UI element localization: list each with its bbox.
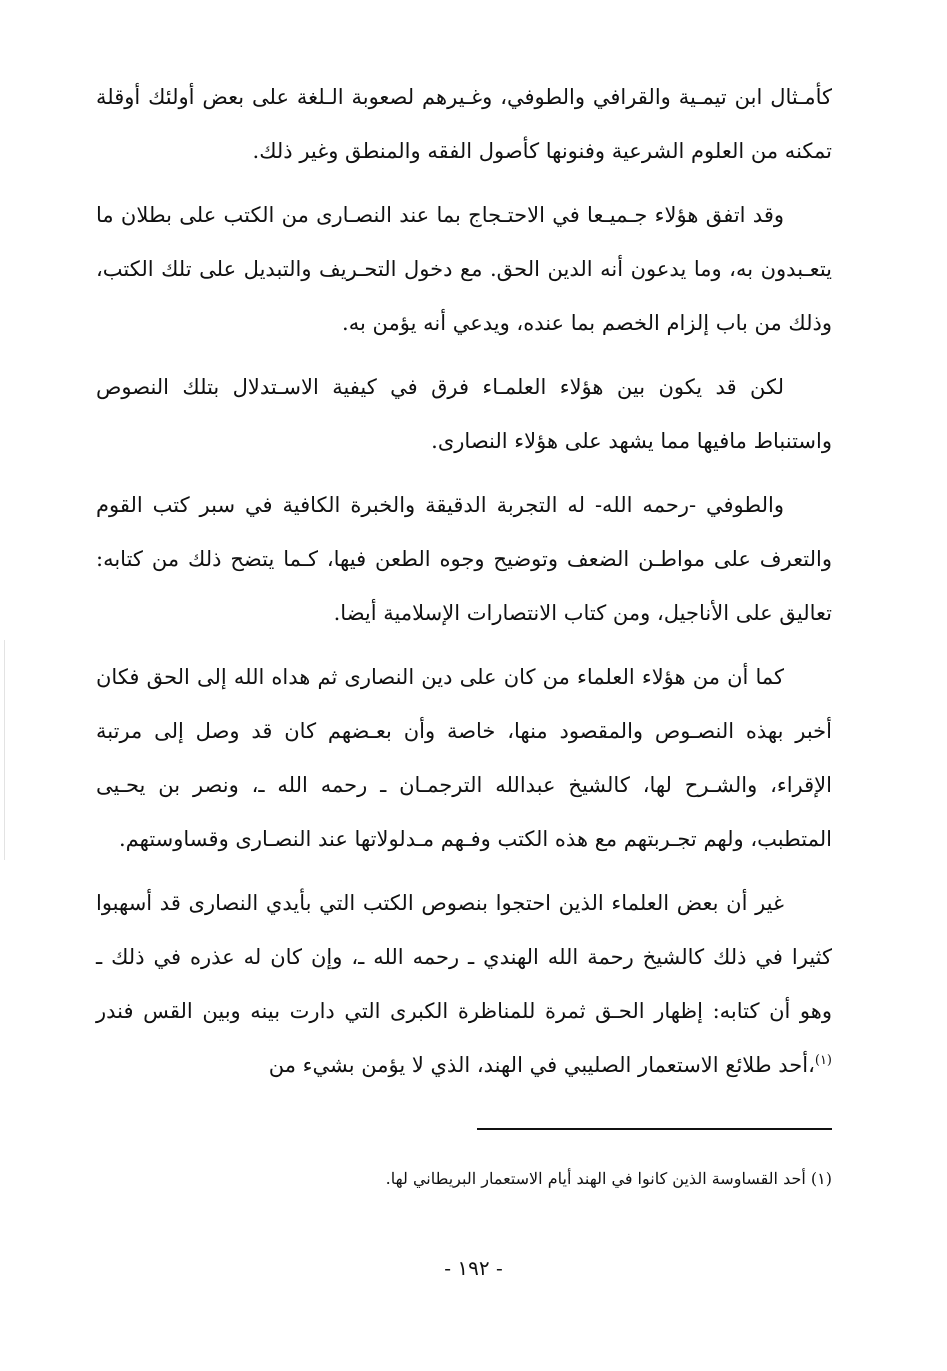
paragraph-6-text: غير أن بعض العلماء الذين احتجوا بنصوص الكتب التي بأيدي النصارى قد أسهبوا كثيرا في ذلك كالشيخ رحمة الله الهندي ـ رحمه الله ـ، وإن كان له عذره في ذلك ـ وهو أن كتابه: إظهار الحـق ثمرة للمناظرة الكبرى التي دارت بينه وبين القس فندر <box>96 891 832 1023</box>
paragraph-2: وقد اتفق هؤلاء جـميـعا في الاحتـجاج بما عند النصـارى من الكتب على بطلان ما يتعـبدون به، وما يدعون أنه الدين الحق. مع دخول التحـريف والتبديل على تلك الكتب، وذلك من باب إلزام الخصم بما عنده، ويدعي أنه يؤمن به. <box>96 203 832 335</box>
paragraph-3: لكن قد يكون بين هؤلاء العلمـاء فرق في كيفية الاسـتدلال بتلك النصوص واستنباط مافيها مما يشهد على هؤلاء النصارى. <box>96 375 832 453</box>
paragraph-4: والطوفي -رحمه الله- له التجربة الدقيقة والخبرة الكافية في سبر كتب القوم والتعرف على مواطـن الضعف وتوضيح وجوه الطعن فيها، كـما يتضح ذلك من كتابه: تعاليق على الأناجيل، ومن كتاب الانتصارات الإسلامية أيضا. <box>96 493 832 625</box>
paragraph-5: كما أن من هؤلاء العلماء من كان على دين النصارى ثم هداه الله إلى الحق فكان أخبر بهذه النصـوص والمقصود منها، خاصة وأن بعـضهم كان قد وصل إلى مرتبة الإقراء، والشـرح لها، كالشيخ عبدالله الترجمـان ـ رحمه الله ـ، ونصر بن يحـيى المتطبب، ولهم تجـربتهم مع هذه الكتب وفـهم مـدلولاتها عند النصـارى وقساوستهم. <box>96 665 832 851</box>
footnote: (١) أحد القساوسة الذين كانوا في الهند أيام الاستعمار البريطاني لها. <box>385 1169 832 1188</box>
footnote-separator <box>477 1128 832 1130</box>
page-number: - ١٩٢ - <box>444 1256 503 1280</box>
paragraph-6-continuation: ،أحد طلائع الاستعمار الصليبي في الهند، الذي لا يؤمن بشيء من <box>268 1053 815 1077</box>
scan-edge-mark <box>4 640 5 860</box>
paragraph-1: كأمـثال ابن تيمـية والقرافي والطوفي، وغـيرهم لصعوبة الـلغة على بعض أولئك أوقلة تمكنه من العلوم الشرعية وفنونها كأصول الفقه والمنطق وغير ذلك. <box>96 85 832 163</box>
paragraph-6 <box>96 876 832 1092</box>
main-text <box>96 70 832 1102</box>
footnote-reference: (١) <box>814 1053 832 1068</box>
